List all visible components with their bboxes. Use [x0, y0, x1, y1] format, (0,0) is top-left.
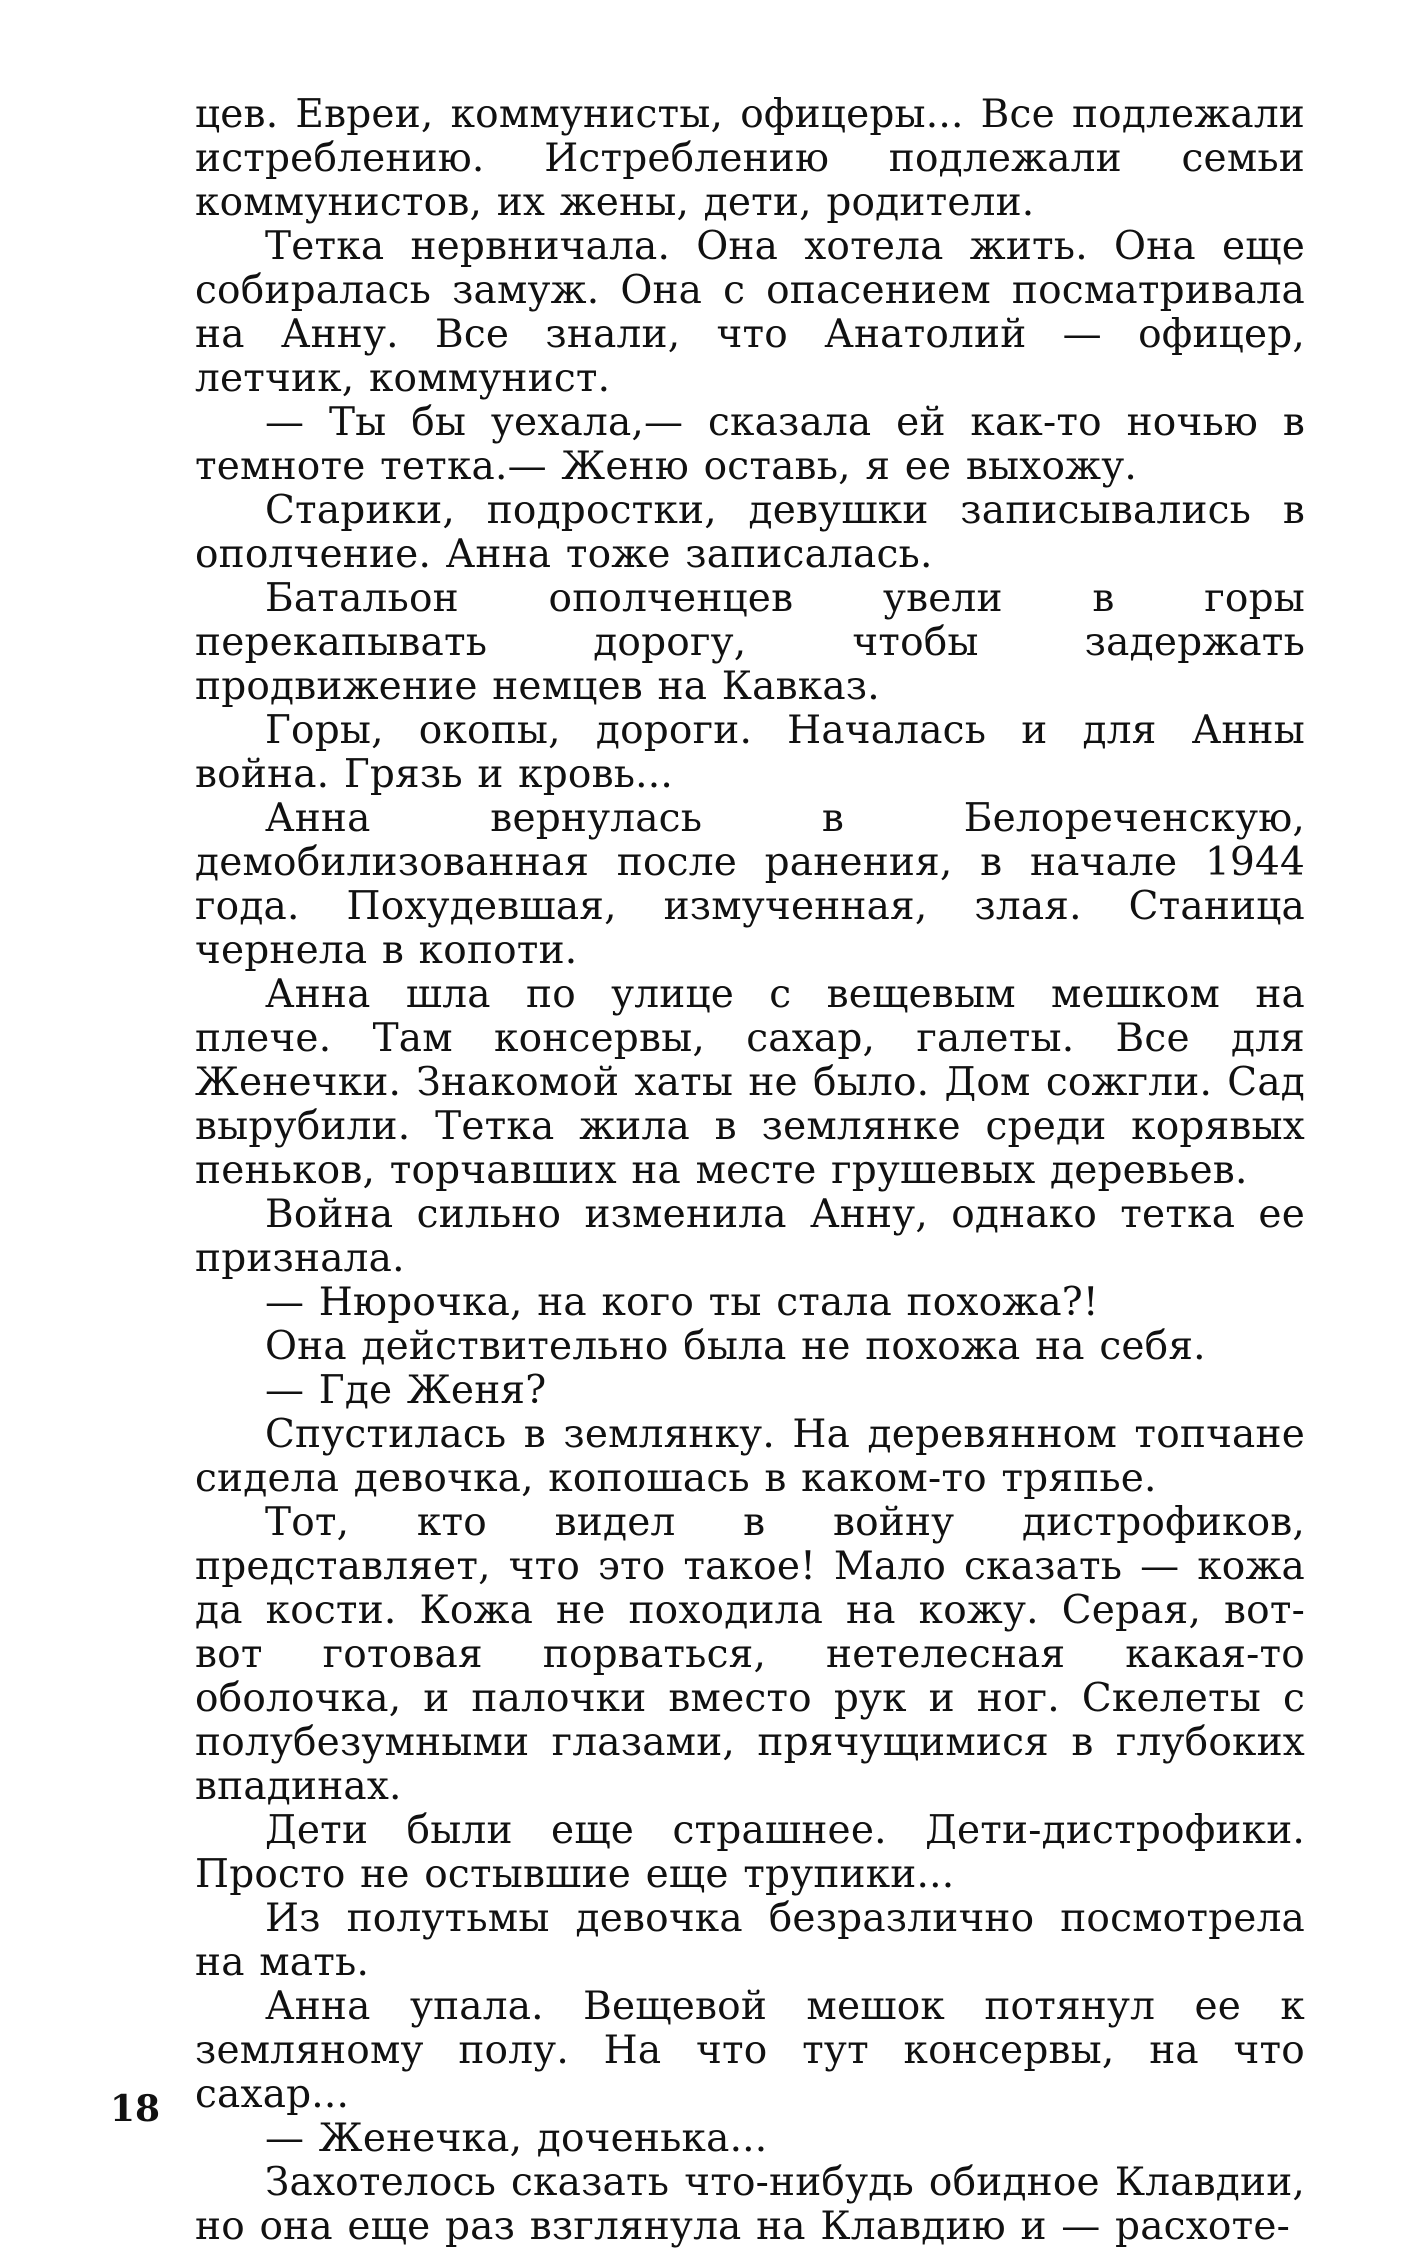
paragraph: Анна шла по улице с вещевым мешком на плече. Там консервы, сахар, галеты. Все для Женечки. Знакомой хаты не было. Дом сожгли. Сад вырубили. Тетка жила в землянке среди корявых пеньков, торчавших на месте грушевых деревьев.: [195, 972, 1305, 1193]
paragraph: Из полутьмы девочка безразлично посмотрела на мать.: [195, 1896, 1305, 1985]
paragraph: Батальон ополченцев увели в горы перекапывать дорогу, чтобы задержать продвижение немцев на Кавказ.: [195, 576, 1305, 709]
paragraph: Анна вернулась в Белореченскую, демобилизованная после ранения, в начале 1944 года. Похудевшая, измученная, злая. Станица чернела в копоти.: [195, 796, 1305, 973]
paragraph: Тот, кто видел в войну дистрофиков, представляет, что это такое! Мало сказать — кожа да кости. Кожа не походила на кожу. Серая, вот-вот готовая порваться, нетелесная какая-то оболочка, и палочки вместо рук и ног. Скелеты с полубезумными глазами, прячущимися в глубоких впадинах.: [195, 1500, 1305, 1809]
paragraph: Горы, окопы, дороги. Началась и для Анны война. Грязь и кровь...: [195, 708, 1305, 797]
page-number: 18: [110, 2088, 161, 2130]
paragraph: — Нюрочка, на кого ты стала похожа?!: [265, 1280, 1099, 1325]
paragraph: Тетка нервничала. Она хотела жить. Она еще собиралась замуж. Она с опасением посматривала на Анну. Все знали, что Анатолий — офицер, летчик, коммунист.: [195, 224, 1305, 401]
paragraph: Она действительно была не похожа на себя.: [265, 1324, 1206, 1369]
paragraph: цев. Евреи, коммунисты, офицеры... Все подлежали истреблению. Истреблению подлежали семьи коммунистов, их жены, дети, родители.: [195, 92, 1305, 225]
paragraph: — Где Женя?: [265, 1368, 547, 1413]
paragraph: Дети были еще страшнее. Дети-дистрофики. Просто не остывшие еще трупики...: [195, 1808, 1305, 1897]
paragraph: — Женечка, доченька...: [265, 2116, 768, 2161]
paragraph: Захотелось сказать что-нибудь обидное Клавдии, но она еще раз взглянула на Клавдию и — расхоте-: [195, 2160, 1305, 2249]
page-text: [195, 93, 1305, 2249]
paragraph: Спустилась в землянку. На деревянном топчане сидела девочка, копошась в каком-то тряпье.: [195, 1412, 1305, 1501]
paragraph: — Ты бы уехала,— сказала ей как-то ночью в темноте тетка.— Женю оставь, я ее выхожу.: [195, 400, 1305, 489]
paragraph: Анна упала. Вещевой мешок потянул ее к земляному полу. На что тут консервы, на что сахар...: [195, 1984, 1305, 2117]
paragraph: Война сильно изменила Анну, однако тетка ее признала.: [195, 1192, 1305, 1281]
paragraph: Старики, подростки, девушки записывались в ополчение. Анна тоже записалась.: [195, 488, 1305, 577]
